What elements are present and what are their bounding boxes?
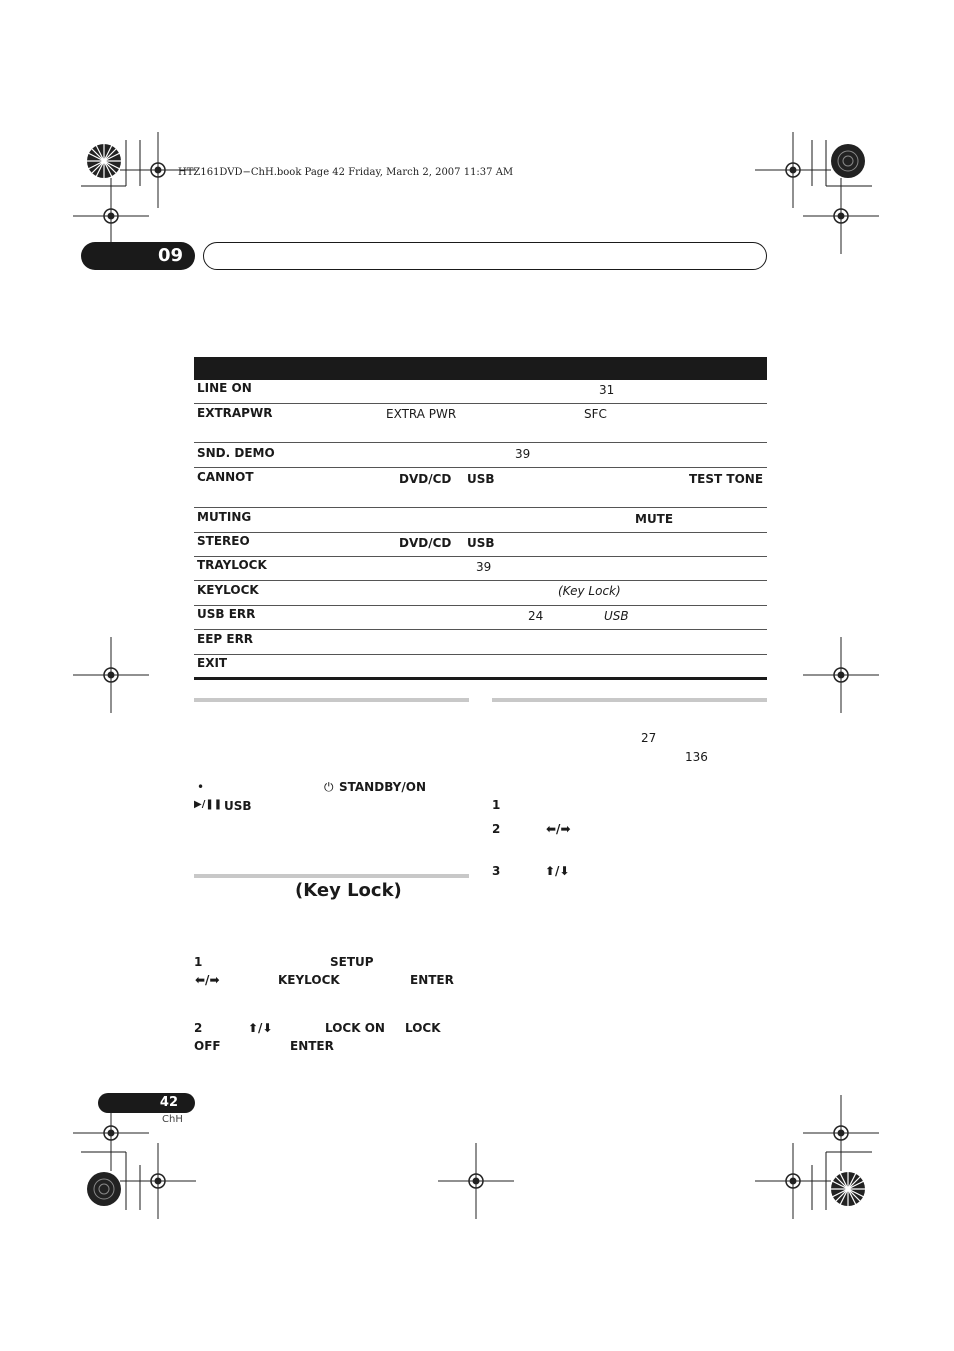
row-divider bbox=[194, 403, 767, 404]
table-row: CANNOT bbox=[197, 470, 254, 484]
table-row: SND. DEMO bbox=[197, 446, 275, 460]
crosshair-icon bbox=[803, 637, 879, 713]
table-row: KEYLOCK bbox=[197, 583, 259, 597]
table-row: EEP ERR bbox=[197, 632, 254, 646]
page-ref: 31 bbox=[599, 383, 615, 397]
power-icon: ⏻ bbox=[324, 780, 334, 794]
page-ref: 27 bbox=[641, 731, 657, 745]
off-label: OFF bbox=[194, 1039, 221, 1053]
crosshair-icon bbox=[755, 1143, 831, 1219]
table-cell: USB bbox=[467, 472, 495, 486]
row-divider bbox=[194, 467, 767, 468]
page-number: 42 bbox=[98, 1093, 195, 1113]
table-cell: USB bbox=[467, 536, 495, 550]
page-ref: 39 bbox=[476, 560, 492, 574]
section-rule bbox=[194, 874, 469, 878]
table-bottom-rule bbox=[194, 677, 767, 680]
crosshair-icon bbox=[803, 178, 879, 254]
section-heading-key-lock: (Key Lock) bbox=[295, 880, 402, 901]
step-number: 2 bbox=[492, 822, 501, 836]
up-down-arrows-icon: ⬆/⬇ bbox=[545, 864, 570, 878]
table-header bbox=[194, 357, 767, 380]
bullet: • bbox=[197, 780, 205, 794]
page-ref: 136 bbox=[685, 750, 708, 764]
table-cell: DVD/CD bbox=[399, 536, 452, 550]
row-divider bbox=[194, 654, 767, 655]
up-down-arrows-icon: ⬆/⬇ bbox=[248, 1021, 273, 1035]
step-number: 3 bbox=[492, 864, 501, 878]
step-number: 1 bbox=[194, 955, 203, 969]
lock-label: LOCK bbox=[405, 1021, 441, 1035]
left-right-arrows-icon: ⬅/➡ bbox=[195, 973, 220, 987]
table-row: STEREO bbox=[197, 534, 250, 548]
table-row: LINE ON bbox=[197, 381, 252, 395]
step-number: 2 bbox=[194, 1021, 203, 1035]
book-file-line: HTZ161DVD−ChH.book Page 42 Friday, March 2, 2007 11:37 AM bbox=[178, 167, 514, 178]
standby-on-label: STANDBY/ON bbox=[339, 780, 426, 794]
table-cell: EXTRA PWR bbox=[386, 407, 457, 421]
row-divider bbox=[194, 629, 767, 630]
lock-on-label: LOCK ON bbox=[325, 1021, 385, 1035]
enter-label: ENTER bbox=[290, 1039, 334, 1053]
row-divider bbox=[194, 442, 767, 443]
table-row: EXTRAPWR bbox=[197, 406, 273, 420]
table-row: TRAYLOCK bbox=[197, 558, 267, 572]
row-divider bbox=[194, 507, 767, 508]
play-pause-icon: ▶/❚❚ bbox=[194, 799, 223, 810]
left-right-arrows-icon: ⬅/➡ bbox=[546, 822, 571, 836]
crosshair-icon bbox=[803, 1095, 879, 1171]
crosshair-icon bbox=[755, 132, 831, 208]
table-cell: USB bbox=[604, 609, 629, 623]
crosshair-icon bbox=[73, 637, 149, 713]
row-divider bbox=[194, 580, 767, 581]
table-cell: TEST TONE bbox=[689, 472, 764, 486]
row-divider bbox=[194, 556, 767, 557]
row-divider bbox=[194, 532, 767, 533]
section-rule bbox=[194, 698, 469, 702]
table-row: EXIT bbox=[197, 656, 228, 670]
setup-label: SETUP bbox=[330, 955, 374, 969]
table-row: MUTING bbox=[197, 510, 252, 524]
language-code: ChH bbox=[162, 1114, 183, 1125]
step-number: 1 bbox=[492, 798, 501, 812]
enter-label: ENTER bbox=[410, 973, 454, 987]
table-cell: (Key Lock) bbox=[558, 584, 621, 598]
chapter-number: 09 bbox=[81, 242, 195, 270]
page-ref: 24 bbox=[528, 609, 544, 623]
page-ref: 39 bbox=[515, 447, 531, 461]
section-rule bbox=[492, 698, 767, 702]
table-row: USB ERR bbox=[197, 607, 256, 621]
crosshair-icon bbox=[120, 1143, 196, 1219]
row-divider bbox=[194, 605, 767, 606]
keylock-label: KEYLOCK bbox=[278, 973, 340, 987]
table-cell: DVD/CD bbox=[399, 472, 452, 486]
table-cell: MUTE bbox=[635, 512, 674, 526]
chapter-title-bar bbox=[203, 242, 767, 270]
table-cell: SFC bbox=[584, 407, 607, 421]
usb-label: USB bbox=[224, 799, 252, 813]
crosshair-icon bbox=[438, 1143, 514, 1219]
